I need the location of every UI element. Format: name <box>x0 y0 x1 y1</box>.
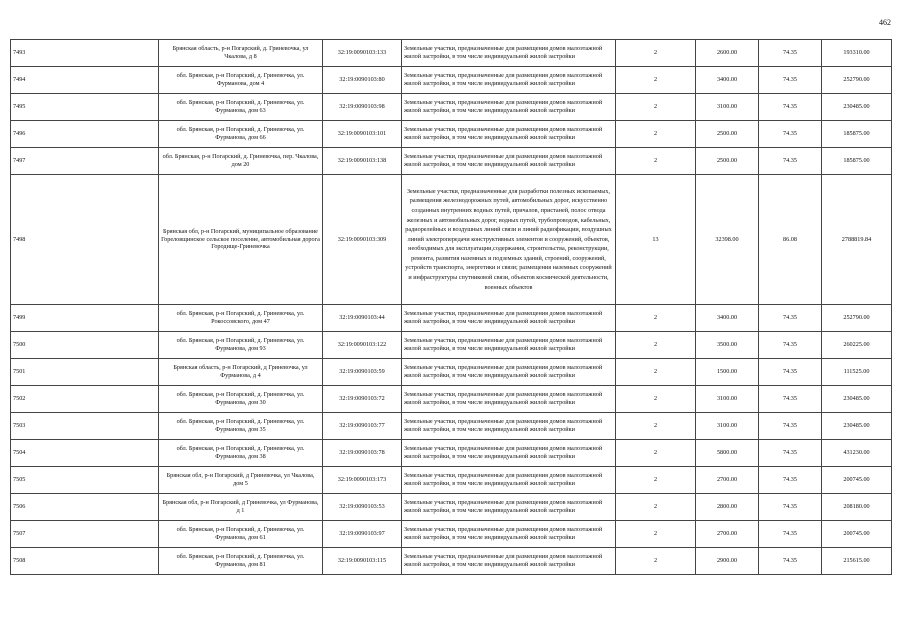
row-area: 1500.00 <box>696 359 759 386</box>
row-area: 3100.00 <box>696 386 759 413</box>
row-specific-value: 74.35 <box>759 148 822 175</box>
row-cadastral-number: 32:19:0090103:78 <box>323 440 402 467</box>
row-number: 7497 <box>11 148 159 175</box>
row-number: 7503 <box>11 413 159 440</box>
row-specific-value: 74.35 <box>759 359 822 386</box>
row-group: 2 <box>616 121 696 148</box>
row-permitted-use: Земельные участки, предназначенные для размещения домов малоэтажной жилой застройки, в том числе индивидуальной жилой застройки <box>402 467 616 494</box>
table-row <box>11 148 892 175</box>
row-number: 7501 <box>11 359 159 386</box>
row-permitted-use: Земельные участки, предназначенные для размещения домов малоэтажной жилой застройки, в том числе индивидуальной жилой застройки <box>402 548 616 575</box>
row-number: 7494 <box>11 67 159 94</box>
table-row <box>11 121 892 148</box>
table-row <box>11 494 892 521</box>
table-row <box>11 386 892 413</box>
row-area: 2800.00 <box>696 494 759 521</box>
table-row <box>11 94 892 121</box>
row-permitted-use: Земельные участки, предназначенные для размещения домов малоэтажной жилой застройки, в том числе индивидуальной жилой застройки <box>402 440 616 467</box>
row-permitted-use: Земельные участки, предназначенные для размещения домов малоэтажной жилой застройки, в том числе индивидуальной жилой застройки <box>402 413 616 440</box>
row-cadastral-number: 32:19:0090103:77 <box>323 413 402 440</box>
page-number: 462 <box>879 18 891 27</box>
table-row <box>11 40 892 67</box>
row-address: обл. Брянская, р-н Погарский, д. Гриневочка, ул. Фурманова, дом 81 <box>159 548 323 575</box>
row-area: 2700.00 <box>696 467 759 494</box>
row-group: 2 <box>616 521 696 548</box>
row-group: 2 <box>616 94 696 121</box>
row-permitted-use: Земельные участки, предназначенные для размещения домов малоэтажной жилой застройки, в том числе индивидуальной жилой застройки <box>402 148 616 175</box>
row-specific-value: 74.35 <box>759 413 822 440</box>
row-area: 2600.00 <box>696 40 759 67</box>
row-cadastral-number: 32:19:0090103:101 <box>323 121 402 148</box>
row-cadastral-number: 32:19:0090103:80 <box>323 67 402 94</box>
row-area: 3400.00 <box>696 67 759 94</box>
row-area: 3100.00 <box>696 413 759 440</box>
row-number: 7507 <box>11 521 159 548</box>
row-group: 2 <box>616 467 696 494</box>
row-cadastral-number: 32:19:0090103:59 <box>323 359 402 386</box>
row-cadastral-value: 185875.00 <box>822 148 892 175</box>
row-area: 2700.00 <box>696 521 759 548</box>
row-specific-value: 74.35 <box>759 494 822 521</box>
row-cadastral-number: 32:19:0090103:97 <box>323 521 402 548</box>
row-permitted-use: Земельные участки, предназначенные для размещения домов малоэтажной жилой застройки, в том числе индивидуальной жилой застройки <box>402 359 616 386</box>
row-cadastral-value: 230485.00 <box>822 413 892 440</box>
row-specific-value: 86.08 <box>759 175 822 305</box>
row-permitted-use: Земельные участки, предназначенные для размещения домов малоэтажной жилой застройки, в том числе индивидуальной жилой застройки <box>402 521 616 548</box>
row-cadastral-value: 252790.00 <box>822 305 892 332</box>
row-cadastral-value: 208180.00 <box>822 494 892 521</box>
row-address: Брянская обл, р-н Погарский, д Гриневочка, ул Чкалова, дом 5 <box>159 467 323 494</box>
row-cadastral-number: 32:19:0090103:115 <box>323 548 402 575</box>
table-row <box>11 175 892 305</box>
row-cadastral-value: 200745.00 <box>822 521 892 548</box>
row-group: 2 <box>616 494 696 521</box>
table-row <box>11 548 892 575</box>
row-cadastral-value: 193310.00 <box>822 40 892 67</box>
row-area: 2500.00 <box>696 148 759 175</box>
row-area: 3400.00 <box>696 305 759 332</box>
row-area: 3100.00 <box>696 94 759 121</box>
row-cadastral-value: 230485.00 <box>822 94 892 121</box>
row-address: обл. Брянская, р-н Погарский, д. Гриневочка, пер. Чкалова, дом 20 <box>159 148 323 175</box>
row-cadastral-number: 32:19:0090103:98 <box>323 94 402 121</box>
row-address: обл. Брянская, р-н Погарский, д. Гриневочка, ул. Фурманова, дом 30 <box>159 386 323 413</box>
row-number: 7500 <box>11 332 159 359</box>
row-number: 7506 <box>11 494 159 521</box>
row-cadastral-value: 252790.00 <box>822 67 892 94</box>
row-address: Брянская обл, р-н Погарский, муниципальное образование Гореловщинское сельское поселение, автомобильная дорога Городище-Гриневочка <box>159 175 323 305</box>
row-address: Брянская область, р-н Погарский, д Гриневочка, ул Фурманова, д 4 <box>159 359 323 386</box>
row-permitted-use: Земельные участки, предназначенные для размещения домов малоэтажной жилой застройки, в том числе индивидуальной жилой застройки <box>402 332 616 359</box>
row-specific-value: 74.35 <box>759 548 822 575</box>
row-specific-value: 74.35 <box>759 67 822 94</box>
row-group: 2 <box>616 305 696 332</box>
row-specific-value: 74.35 <box>759 332 822 359</box>
cadastral-value-table <box>10 39 892 575</box>
row-permitted-use: Земельные участки, предназначенные для размещения домов малоэтажной жилой застройки, в том числе индивидуальной жилой застройки <box>402 494 616 521</box>
table-row <box>11 413 892 440</box>
table-row <box>11 305 892 332</box>
row-cadastral-value: 230485.00 <box>822 386 892 413</box>
row-number: 7508 <box>11 548 159 575</box>
row-address: обл. Брянская, р-н Погарский, д. Гриневочка, ул. Фурманова, дом 63 <box>159 94 323 121</box>
row-cadastral-number: 32:19:0090103:309 <box>323 175 402 305</box>
table-row <box>11 440 892 467</box>
row-permitted-use: Земельные участки, предназначенные для размещения домов малоэтажной жилой застройки, в том числе индивидуальной жилой застройки <box>402 386 616 413</box>
row-specific-value: 74.35 <box>759 121 822 148</box>
row-group: 2 <box>616 413 696 440</box>
table-row <box>11 359 892 386</box>
row-cadastral-value: 431230.00 <box>822 440 892 467</box>
row-permitted-use: Земельные участки, предназначенные для разработки полезных ископаемых, размещения железнодорожных путей, автомобильных дорог, искусственно созданных внутренних водных путей, причалов, пристаней, полос отвода железных и автомобильных дорог, водных путей, трубопроводов, кабельных, радиорелейных и воздушных линий связи и линий радиофикации, воздушных линий электропередачи конструктивных элементов и сооружений, объектов, необходимых для эксплуатации,содержания, строительства, реконструкции, ремонта, развития наземных и подземных зданий, строений, сооружений, устройств транспорта, энергетики и связи; размещения наземных сооружений и инфраструктуры спутниковой связи, объектов космической деятельности, военных объектов <box>402 175 616 305</box>
row-cadastral-value: 215615.00 <box>822 548 892 575</box>
row-number: 7496 <box>11 121 159 148</box>
row-number: 7499 <box>11 305 159 332</box>
row-group: 2 <box>616 359 696 386</box>
row-group: 2 <box>616 148 696 175</box>
row-permitted-use: Земельные участки, предназначенные для размещения домов малоэтажной жилой застройки, в том числе индивидуальной жилой застройки <box>402 94 616 121</box>
row-permitted-use: Земельные участки, предназначенные для размещения домов малоэтажной жилой застройки, в том числе индивидуальной жилой застройки <box>402 305 616 332</box>
row-cadastral-number: 32:19:0090103:44 <box>323 305 402 332</box>
row-group: 2 <box>616 67 696 94</box>
row-specific-value: 74.35 <box>759 386 822 413</box>
row-address: обл. Брянская, р-н Погарский, д. Гриневочка, ул. Фурманова, дом 4 <box>159 67 323 94</box>
row-area: 32398.00 <box>696 175 759 305</box>
row-address: обл. Брянская, р-н Погарский, д. Гриневочка, ул. Фурманова, дом 38 <box>159 440 323 467</box>
row-specific-value: 74.35 <box>759 40 822 67</box>
row-cadastral-number: 32:19:0090103:72 <box>323 386 402 413</box>
row-group: 2 <box>616 332 696 359</box>
row-permitted-use: Земельные участки, предназначенные для размещения домов малоэтажной жилой застройки, в том числе индивидуальной жилой застройки <box>402 121 616 148</box>
row-number: 7502 <box>11 386 159 413</box>
row-group: 2 <box>616 548 696 575</box>
table-row <box>11 67 892 94</box>
row-permitted-use: Земельные участки, предназначенные для размещения домов малоэтажной жилой застройки, в том числе индивидуальной жилой застройки <box>402 67 616 94</box>
row-group: 13 <box>616 175 696 305</box>
row-cadastral-value: 111525.00 <box>822 359 892 386</box>
row-cadastral-number: 32:19:0090103:138 <box>323 148 402 175</box>
row-specific-value: 74.35 <box>759 467 822 494</box>
row-cadastral-value: 2788819.84 <box>822 175 892 305</box>
table-row <box>11 521 892 548</box>
row-cadastral-value: 260225.00 <box>822 332 892 359</box>
row-number: 7498 <box>11 175 159 305</box>
table-row <box>11 467 892 494</box>
row-area: 2900.00 <box>696 548 759 575</box>
row-area: 5800.00 <box>696 440 759 467</box>
row-area: 2500.00 <box>696 121 759 148</box>
row-specific-value: 74.35 <box>759 94 822 121</box>
row-number: 7505 <box>11 467 159 494</box>
row-group: 2 <box>616 40 696 67</box>
row-group: 2 <box>616 386 696 413</box>
row-specific-value: 74.35 <box>759 305 822 332</box>
row-number: 7504 <box>11 440 159 467</box>
row-address: обл. Брянская, р-н Погарский, д. Гриневочка, ул. Фурманова, дом 35 <box>159 413 323 440</box>
table-body <box>11 40 892 575</box>
row-cadastral-number: 32:19:0090103:133 <box>323 40 402 67</box>
row-specific-value: 74.35 <box>759 521 822 548</box>
row-cadastral-value: 200745.00 <box>822 467 892 494</box>
row-address: обл. Брянская, р-н Погарский, д. Гриневочка, ул. Фурманова, дом 66 <box>159 121 323 148</box>
row-address: обл. Брянская, р-н Погарский, д. Гриневочка, ул. Рокоссовского, дом 47 <box>159 305 323 332</box>
row-group: 2 <box>616 440 696 467</box>
row-cadastral-number: 32:19:0090103:173 <box>323 467 402 494</box>
row-cadastral-value: 185875.00 <box>822 121 892 148</box>
row-address: Брянская обл, р-н Погарский, д Гриневочка, ул Фурманова, д 1 <box>159 494 323 521</box>
row-cadastral-number: 32:19:0090103:122 <box>323 332 402 359</box>
row-specific-value: 74.35 <box>759 440 822 467</box>
row-number: 7493 <box>11 40 159 67</box>
row-address: Брянская область, р-н Погарский, д. Гриневочка, ул Чкалова, д 8 <box>159 40 323 67</box>
row-permitted-use: Земельные участки, предназначенные для размещения домов малоэтажной жилой застройки, в том числе индивидуальной жилой застройки <box>402 40 616 67</box>
row-number: 7495 <box>11 94 159 121</box>
row-address: обл. Брянская, р-н Погарский, д. Гриневочка, ул. Фурманова, дом 61 <box>159 521 323 548</box>
row-area: 3500.00 <box>696 332 759 359</box>
row-cadastral-number: 32:19:0090103:53 <box>323 494 402 521</box>
row-address: обл. Брянская, р-н Погарский, д. Гриневочка, ул. Фурманова, дом 93 <box>159 332 323 359</box>
table-row <box>11 332 892 359</box>
